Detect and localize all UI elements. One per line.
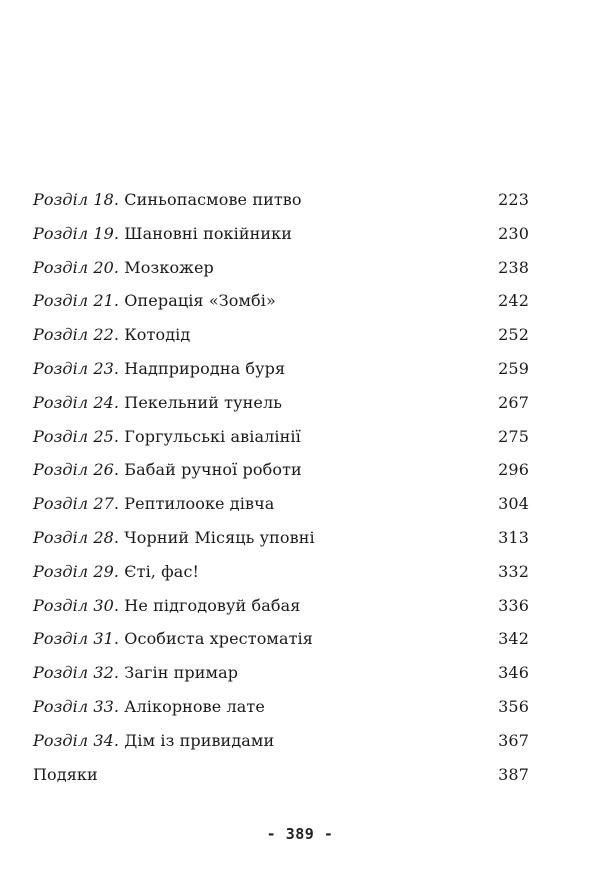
toc-page-number: 242 <box>498 291 529 311</box>
toc-chapter-number: Розділ 18. <box>33 190 120 209</box>
toc-chapter-title: Пекельний тунель <box>124 392 283 412</box>
toc-chapter-title: Рептилооке дівча <box>124 494 275 514</box>
toc-chapter-number: Розділ 21. <box>33 291 120 311</box>
toc-page-number: 336 <box>498 595 529 615</box>
toc-chapter-number: Розділ 30. <box>33 595 120 615</box>
toc-entry-19 <box>33 220 529 254</box>
toc-chapter-title: Особиста хрестоматія <box>124 629 313 649</box>
toc-chapter-number: Розділ 26. <box>33 460 120 480</box>
toc-entry-label <box>33 287 489 315</box>
toc-chapter-number: Розділ 20. <box>33 257 120 277</box>
toc-entry-label <box>33 456 489 484</box>
table-of-contents <box>33 186 529 794</box>
toc-page-number: 296 <box>498 460 529 480</box>
toc-entry-label <box>33 254 489 282</box>
toc-chapter-title: Горгульські авіалінії <box>124 426 301 446</box>
toc-entry-label <box>33 659 489 687</box>
toc-chapter-title: Єті, фас! <box>124 561 200 581</box>
toc-entry-acknowledgements <box>33 761 529 795</box>
toc-chapter-number: Розділ 29. <box>33 561 120 581</box>
toc-chapter-title: Дім із привидами <box>124 730 275 750</box>
toc-chapter-title: Мозкожер <box>124 257 214 277</box>
toc-chapter-title: Надприродна буря <box>124 358 286 378</box>
toc-entry-29 <box>33 558 529 592</box>
toc-entry-label <box>33 693 489 721</box>
toc-chapter-title: Котодід <box>124 325 191 345</box>
toc-entry-label <box>33 727 489 755</box>
toc-entry-label <box>33 321 489 349</box>
toc-chapter-number: Розділ 25. <box>33 426 120 446</box>
page-number-footer: - 389 - <box>266 825 334 843</box>
toc-page-number: 238 <box>498 257 529 277</box>
toc-entry-21 <box>33 287 529 321</box>
toc-entry-label <box>33 423 489 451</box>
toc-page-number: 275 <box>498 426 529 446</box>
toc-entry-23 <box>33 355 529 389</box>
toc-page-number: 230 <box>498 223 529 243</box>
toc-chapter-title: Не підгодовуй бабая <box>124 595 301 615</box>
toc-chapter-number: Розділ 22. <box>33 325 120 345</box>
toc-page-number: 332 <box>498 561 529 581</box>
toc-page-number: 259 <box>498 358 529 378</box>
toc-entry-33 <box>33 693 529 727</box>
toc-entry-25 <box>33 423 529 457</box>
toc-page-number: 346 <box>498 663 529 683</box>
toc-entry-27 <box>33 490 529 524</box>
toc-page-number: 313 <box>498 527 529 547</box>
toc-page-number: 342 <box>498 629 529 649</box>
toc-chapter-number: Розділ 19. <box>33 223 120 243</box>
toc-entry-22 <box>33 321 529 355</box>
toc-entry-label <box>33 761 489 789</box>
toc-chapter-number: Розділ 32. <box>33 663 120 683</box>
toc-page-number: 223 <box>498 190 529 209</box>
toc-chapter-number: Розділ 33. <box>33 696 120 716</box>
toc-entry-26 <box>33 456 529 490</box>
toc-chapter-title: Синьопасмове питво <box>124 190 302 209</box>
toc-entry-32 <box>33 659 529 693</box>
toc-entry-34 <box>33 727 529 761</box>
toc-entry-label <box>33 220 489 248</box>
toc-entry-18 <box>33 186 529 220</box>
toc-chapter-title: Бабай ручної роботи <box>124 460 302 480</box>
toc-chapter-title: Загін примар <box>124 663 239 683</box>
toc-chapter-number: Розділ 23. <box>33 358 120 378</box>
toc-chapter-number: Розділ 31. <box>33 629 120 649</box>
toc-page-number: 252 <box>498 325 529 345</box>
toc-page-number: 267 <box>498 392 529 412</box>
toc-entry-28 <box>33 524 529 558</box>
toc-chapter-title: Операція «Зомбі» <box>124 291 276 311</box>
toc-entry-30 <box>33 592 529 626</box>
toc-chapter-title: Алікорнове лате <box>124 696 265 716</box>
toc-chapter-title: Чорний Місяць уповні <box>124 527 315 547</box>
toc-entry-label <box>33 592 489 620</box>
toc-chapter-title: Шановні покійники <box>124 223 293 243</box>
toc-page-number: 367 <box>498 730 529 750</box>
toc-entry-label <box>33 524 489 552</box>
toc-chapter-title: Подяки <box>33 764 98 784</box>
toc-chapter-number: Розділ 28. <box>33 527 120 547</box>
toc-entry-label <box>33 186 489 214</box>
toc-entry-label <box>33 389 489 417</box>
toc-entry-label <box>33 558 489 586</box>
toc-page-number: 304 <box>498 494 529 514</box>
toc-page-number: 387 <box>498 764 529 784</box>
toc-entry-31 <box>33 625 529 659</box>
toc-entry-20 <box>33 254 529 288</box>
toc-entry-label <box>33 490 489 518</box>
toc-entry-24 <box>33 389 529 423</box>
toc-entry-label <box>33 355 489 383</box>
toc-page-number: 356 <box>498 696 529 716</box>
toc-chapter-number: Розділ 27. <box>33 494 120 514</box>
toc-entry-label <box>33 625 489 653</box>
toc-chapter-number: Розділ 34. <box>33 730 120 750</box>
toc-chapter-number: Розділ 24. <box>33 392 120 412</box>
